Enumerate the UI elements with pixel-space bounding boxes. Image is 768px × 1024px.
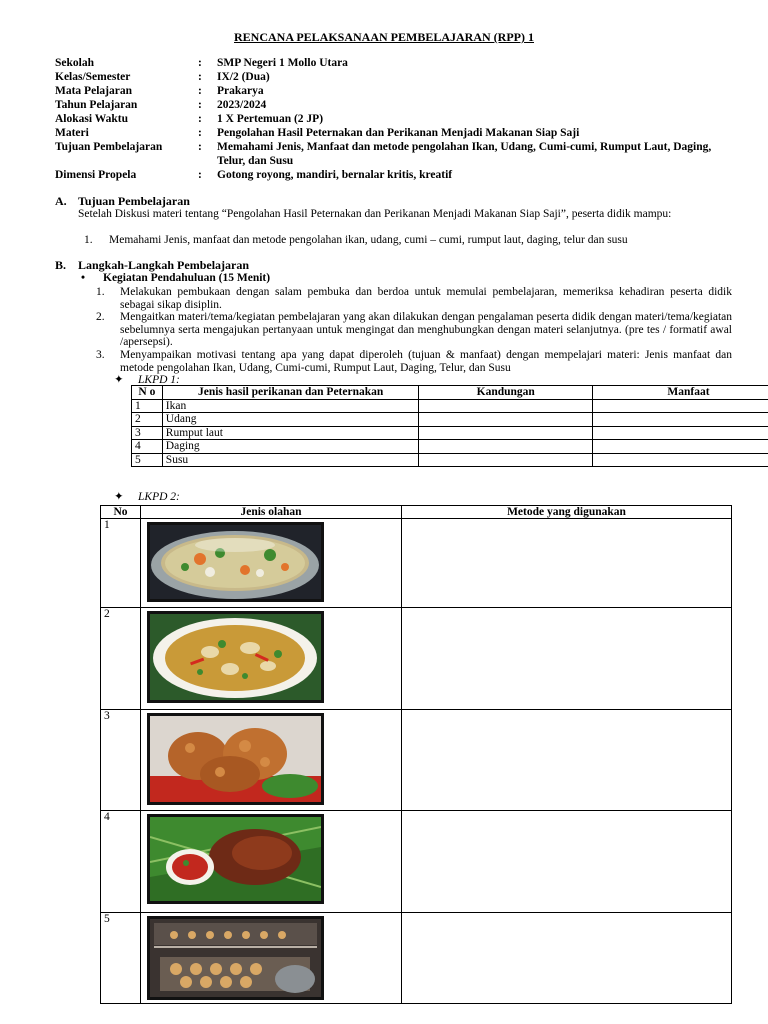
step-item [96,311,732,349]
info-block [55,56,735,182]
boiling-pot-photo [147,522,324,602]
section-letter: B. [55,258,67,272]
info-colon: : [198,85,202,97]
bullet-icon: • [81,272,86,284]
star-icon: ✦ [114,374,124,386]
table-row [132,399,768,413]
info-colon: : [198,141,202,153]
info-value: Pengolahan Hasil Peternakan dan Perikanan Menjadi Makanan Siap Saji [217,127,580,139]
table-row [132,413,768,427]
cell-jenis: Rumput laut [162,426,419,440]
step-number: 2. [96,311,105,323]
table-row [101,913,732,1004]
cell-kandungan[interactable] [419,413,593,427]
step-item [96,349,732,374]
section-a-item [84,234,732,247]
fried-chicken-image [150,716,321,802]
table-row [101,710,732,811]
header-kandungan: Kandungan [419,386,593,400]
info-label: Materi [55,127,89,139]
info-row [55,98,735,112]
cell-image [141,710,402,811]
lkpd2-title: LKPD 2: [138,491,180,503]
info-colon: : [198,127,202,139]
cell-no: 1 [132,399,163,413]
table-row [101,811,732,913]
cell-kandungan[interactable] [419,440,593,454]
info-row [55,112,735,126]
step-text: Menyampaikan motivasi tentang apa yang dapat diperoleh (tujuan & manfaat) dengan mempelajari materi: Jenis manfaat dan metode pengolahan Ikan, Udang, Cumi-cumi, Rumput Laut, Daging, Telur, dan Susu [120,349,732,374]
section-title: Langkah-Langkah Pembelajaran [78,258,250,272]
cell-no: 4 [101,811,141,913]
oven-baking-photo [147,916,324,1000]
step-number: 1. [96,286,105,298]
cell-metode[interactable] [402,811,732,913]
grilled-chicken-image [150,817,321,901]
info-colon: : [198,169,202,181]
oven-baking-image [150,919,321,997]
star-icon: ✦ [114,491,124,503]
item-text: Memahami Jenis, manfaat dan metode pengolahan ikan, udang, cumi – cumi, rumput laut, daging, telur dan susu [109,234,628,246]
section-a-intro: Setelah Diskusi materi tentang “Pengolahan Hasil Peternakan dan Perikanan Menjadi Makanan Siap Saji”, peserta didik mampu: [78,208,672,220]
info-row [55,84,735,98]
info-row [55,140,735,168]
info-label: Tahun Pelajaran [55,99,138,111]
header-metode: Metode yang digunakan [402,506,732,519]
cell-no: 4 [132,440,163,454]
cell-metode[interactable] [402,710,732,811]
lkpd2-label [114,491,180,504]
cell-image [141,608,402,710]
curry-soup-photo [147,611,324,703]
info-colon: : [198,57,202,69]
info-value: 1 X Pertemuan (2 JP) [217,113,324,125]
table-row [101,608,732,710]
info-label: Kelas/Semester [55,71,131,83]
cell-manfaat[interactable] [592,426,768,440]
cell-jenis: Udang [162,413,419,427]
cell-metode[interactable] [402,608,732,710]
info-label: Dimensi Propela [55,169,137,181]
fried-chicken-photo [147,713,324,805]
cell-no: 3 [132,426,163,440]
cell-no: 1 [101,519,141,608]
info-row [55,56,735,70]
lkpd1-table [131,385,768,467]
info-colon: : [198,99,202,111]
cell-no: 5 [101,913,141,1004]
lkpd2-table [100,505,732,1004]
cell-kandungan[interactable] [419,453,593,467]
info-label: Mata Pelajaran [55,85,132,97]
cell-no: 3 [101,710,141,811]
cell-jenis: Daging [162,440,419,454]
header-manfaat: Manfaat [592,386,768,400]
table-header-row [101,506,732,519]
section-b-heading [55,259,249,272]
step-number: 3. [96,349,105,361]
cell-no: 2 [132,413,163,427]
cell-image [141,811,402,913]
cell-no: 5 [132,453,163,467]
curry-soup-image [150,614,321,700]
cell-kandungan[interactable] [419,426,593,440]
table-row [101,519,732,608]
info-value: Memahami Jenis, Manfaat dan metode pengolahan Ikan, Udang, Cumi-cumi, Rumput Laut, Daging, Telur, dan Susu [217,141,712,167]
table-header-row [132,386,768,400]
grilled-chicken-photo [147,814,324,904]
cell-jenis: Susu [162,453,419,467]
step-item [96,286,732,311]
table-row [132,426,768,440]
cell-image [141,913,402,1004]
info-row [55,126,735,140]
step-text: Melakukan pembukaan dengan salam pembuka dan berdoa untuk memulai pembelajaran, memeriksa kehadiran peserta didik sebagai sikap disiplin. [120,286,732,311]
info-colon: : [198,113,202,125]
info-row [55,70,735,84]
info-label: Alokasi Waktu [55,113,128,125]
table-row [132,440,768,454]
lkpd1-title: LKPD 1: [138,374,180,386]
cell-manfaat[interactable] [592,453,768,467]
activity-title: Kegiatan Pendahuluan (15 Menit) [103,272,271,284]
activity-heading [81,272,270,285]
info-row [55,168,735,182]
cell-metode[interactable] [402,519,732,608]
info-value: Gotong royong, mandiri, bernalar kritis, kreatif [217,169,453,181]
header-no: N o [132,386,163,400]
info-label: Sekolah [55,57,94,69]
item-number: 1. [84,234,93,246]
info-value: Prakarya [217,85,264,97]
info-value: IX/2 (Dua) [217,71,270,83]
section-a-heading [55,195,190,208]
header-jenis: Jenis hasil perikanan dan Peternakan [162,386,419,400]
cell-no: 2 [101,608,141,710]
cell-jenis: Ikan [162,399,419,413]
cell-manfaat[interactable] [592,399,768,413]
info-value: 2023/2024 [217,99,267,111]
cell-manfaat[interactable] [592,413,768,427]
header-jenis-olahan: Jenis olahan [141,506,402,519]
section-title: Tujuan Pembelajaran [78,194,190,208]
cell-manfaat[interactable] [592,440,768,454]
info-value: SMP Negeri 1 Mollo Utara [217,57,348,69]
cell-metode[interactable] [402,913,732,1004]
cell-image [141,519,402,608]
cell-kandungan[interactable] [419,399,593,413]
header-no: No [101,506,141,519]
document-title: RENCANA PELAKSANAAN PEMBELAJARAN (RPP) 1 [234,30,534,44]
step-text: Mengaitkan materi/tema/kegiatan pembelajaran yang akan dilakukan dengan pengalaman peserta didik dengan materi/tema/kegiatan sebelumnya serta mengajukan pertanyaan untuk mengingat dan menghubungkan dengan materi selanjutnya. (pre tes / formatif awal /apersepsi). [120,311,732,349]
info-colon: : [198,71,202,83]
section-letter: A. [55,194,67,208]
info-label: Tujuan Pembelajaran [55,141,163,153]
table-row [132,453,768,467]
boiling-pot-image [150,525,321,599]
